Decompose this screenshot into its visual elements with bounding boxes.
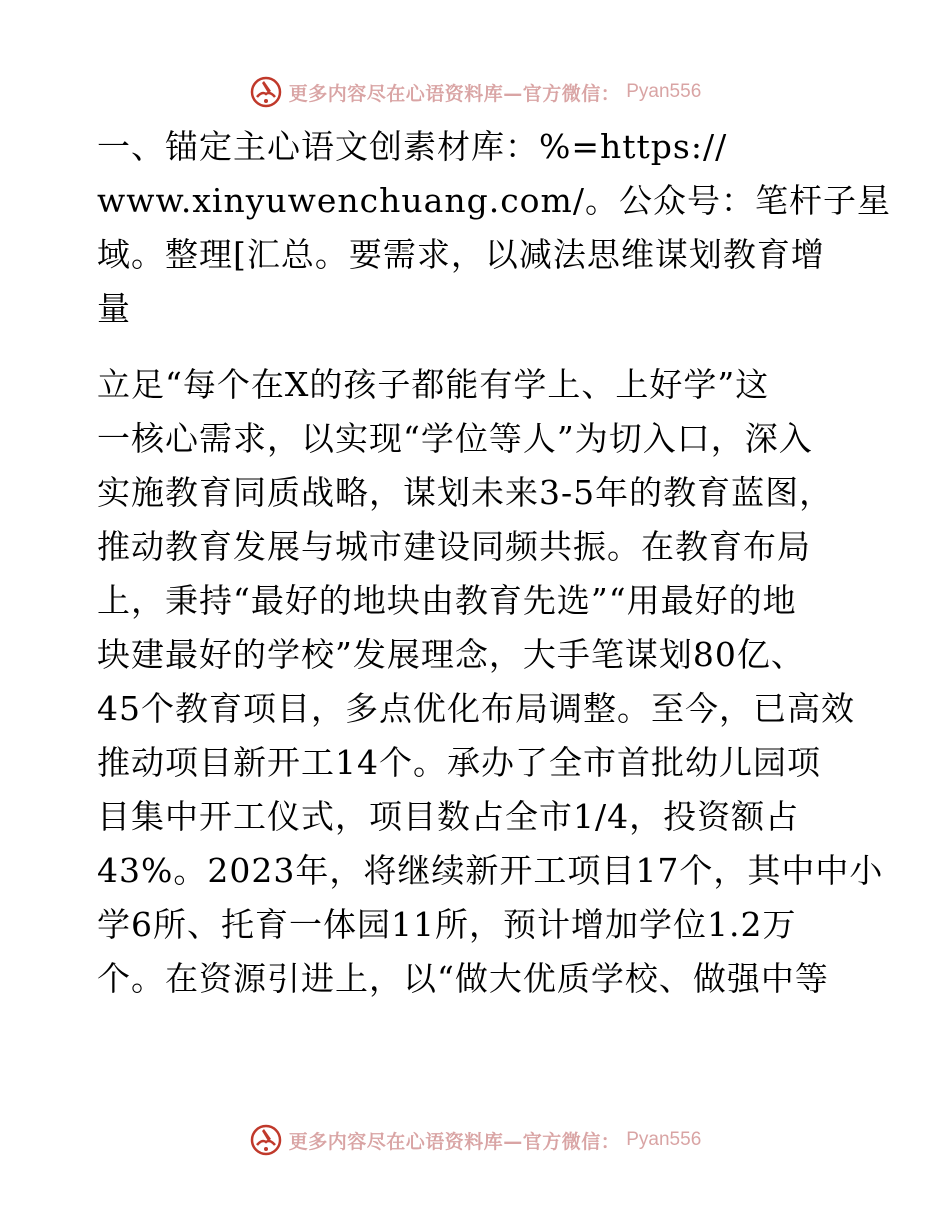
heading-line: www.xinyuwenchuang.com/。公众号：笔杆子星 xyxy=(97,181,891,220)
paragraph-line: 块建最好的学校”发展理念，大手笔谋划80亿、 xyxy=(97,635,805,674)
paragraph-line: 目集中开工仪式，项目数占全市1/4，投资额占 xyxy=(97,797,800,836)
paragraph-line: 实施教育同质战略，谋划未来3-5年的教育蓝图， xyxy=(97,473,834,512)
header-banner-text: 更多内容尽在心语资料库—官方微信： xyxy=(288,82,621,105)
heading-line: 一、锚定主心语文创素材库：%=https:// xyxy=(97,127,728,166)
paragraph-gap xyxy=(97,336,867,358)
book-pen-logo-icon xyxy=(249,1123,283,1157)
paragraph-line: 45个教育项目，多点优化布局调整。至今，已高效 xyxy=(97,689,855,728)
heading-line: 量 xyxy=(97,289,131,328)
heading-line: 域。整理[汇总。要需求，以减法思维谋划教育增 xyxy=(97,235,825,274)
header-banner-contact: Pyan556 xyxy=(626,81,702,102)
paragraph-line: 推动项目新开工14个。承办了全市首批幼儿园项 xyxy=(97,743,821,782)
paragraph-line: 上，秉持“最好的地块由教育先选”“用最好的地 xyxy=(97,581,797,620)
section-heading xyxy=(97,120,891,336)
document-body xyxy=(97,120,891,1006)
footer-banner xyxy=(0,1120,950,1160)
paragraph-line: 学6所、托育一体园11所，预计增加学位1.2万 xyxy=(97,905,797,944)
paragraph-line: 推动教育发展与城市建设同频共振。在教育布局 xyxy=(97,527,811,566)
header-banner xyxy=(0,72,950,112)
paragraph-line: 立足“每个在X的孩子都能有学上、上好学”这 xyxy=(97,365,770,404)
paragraph-line: 43%。2023年，将继续新开工项目17个，其中中小 xyxy=(97,851,884,890)
paragraph-line: 一核心需求，以实现“学位等人”为切入口，深入 xyxy=(97,419,813,458)
footer-banner-contact: Pyan556 xyxy=(626,1129,702,1150)
footer-banner-text: 更多内容尽在心语资料库—官方微信： xyxy=(288,1130,621,1153)
book-pen-logo-icon xyxy=(249,75,283,109)
body-paragraph xyxy=(97,358,884,1006)
paragraph-line: 个。在资源引进上，以“做大优质学校、做强中等 xyxy=(97,959,829,998)
